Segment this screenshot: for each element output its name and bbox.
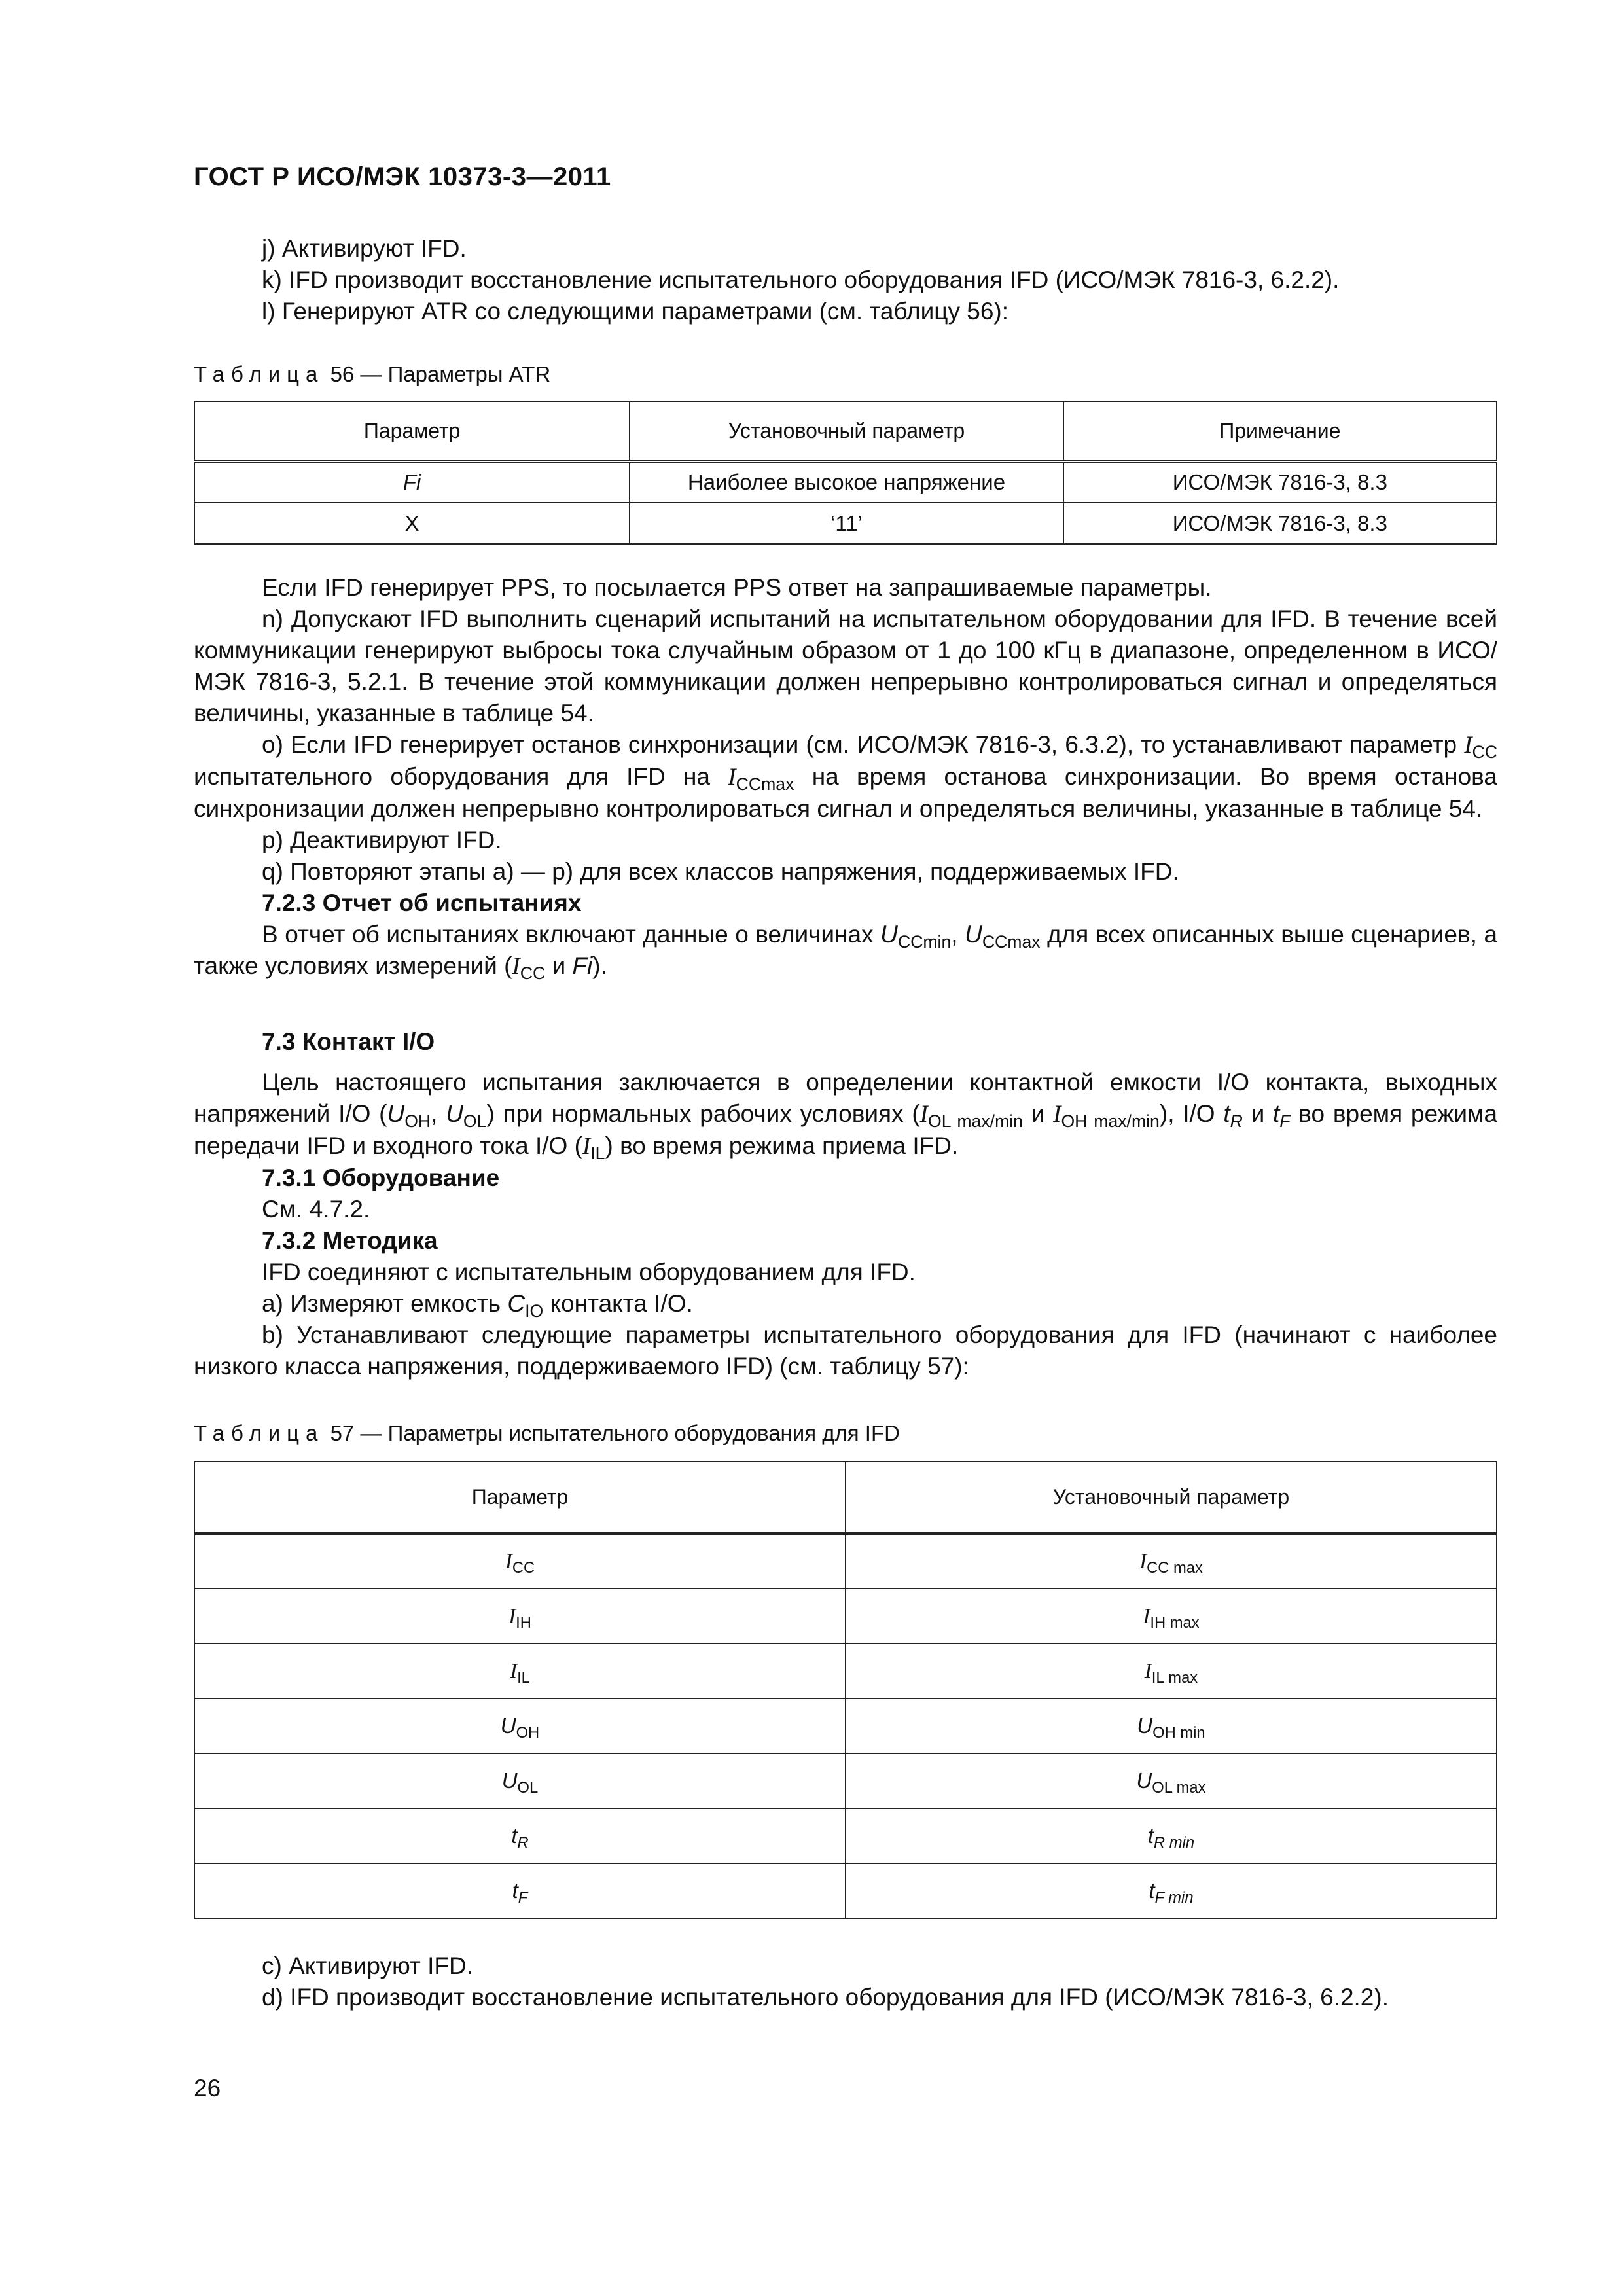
- symbol: I: [1464, 732, 1472, 759]
- table56-cell: X: [194, 503, 630, 544]
- subscript: IH: [516, 1613, 531, 1632]
- text-run: для всех описанных выше сценариев, а также условиях измерений (: [194, 921, 1498, 979]
- symbol: I: [1053, 1101, 1061, 1128]
- subscript: CCmax: [982, 931, 1041, 952]
- text-run: о) Если IFD генерирует останов синхронизации (см. ИСО/МЭК 7816-3, 6.3.2), то устанавливают параметр: [262, 731, 1457, 758]
- symbol: t: [511, 1823, 518, 1848]
- text-run: ,: [431, 1100, 438, 1127]
- table57-cell: [194, 1534, 846, 1588]
- symbol: U: [501, 1768, 518, 1793]
- text-run: ).: [592, 952, 607, 979]
- heading-7-3: 7.3 Контакт I/O: [262, 1028, 435, 1055]
- table56-header-row: [194, 401, 1497, 461]
- table56-cell-text: Fi: [402, 470, 421, 495]
- table-row: [194, 1863, 1497, 1918]
- step-c: c) Активируют IFD.: [262, 1952, 474, 1979]
- symbol: C: [507, 1290, 526, 1317]
- table57-cell: [846, 1808, 1497, 1863]
- heading-7-2-3: 7.2.3 Отчет об испытаниях: [262, 889, 582, 916]
- table57-cell: [846, 1698, 1497, 1753]
- symbol: U: [1137, 1713, 1153, 1738]
- step-p: p) Деактивируют IFD.: [262, 827, 502, 853]
- page-number: 26: [194, 2075, 221, 2102]
- symbol: I: [919, 1101, 928, 1128]
- text-run: ,: [951, 921, 958, 948]
- text-run: и: [1031, 1100, 1045, 1127]
- subscript: R min: [1154, 1834, 1195, 1852]
- symbol: I: [510, 1659, 518, 1683]
- table57: [194, 1461, 1497, 1919]
- text-run: Цель настоящего испытания заключается в определении контактной емкости I/O контакта, выходных напряжений I/O (: [194, 1069, 1497, 1127]
- table-row: [194, 1698, 1497, 1753]
- symbol: I: [1139, 1550, 1147, 1574]
- table-row: [194, 1534, 1497, 1588]
- subscript: IL: [517, 1668, 530, 1687]
- step-a: [194, 1288, 1497, 1319]
- symbol: I: [728, 764, 736, 791]
- table57-header-cell: Установочный параметр: [846, 1462, 1497, 1534]
- table56-header-cell: Примечание: [1063, 401, 1497, 461]
- symbol: U: [500, 1713, 516, 1738]
- subscript: F: [518, 1889, 528, 1907]
- table57-cell: [194, 1753, 846, 1808]
- symbol: U: [1136, 1768, 1152, 1793]
- subscript: CC: [520, 963, 546, 983]
- symbol: t: [1273, 1100, 1280, 1127]
- symbol: U: [387, 1100, 405, 1127]
- table56-cell: [194, 461, 630, 503]
- subscript: IH max: [1150, 1613, 1200, 1632]
- subscript: F min: [1154, 1889, 1194, 1907]
- table57-container: [194, 1461, 1497, 1919]
- symbol: U: [965, 921, 982, 948]
- symbol: t: [1223, 1100, 1230, 1127]
- intro-list: [194, 233, 1497, 327]
- subscript: CCmin: [897, 931, 952, 952]
- subscript: OH max/min: [1061, 1111, 1160, 1131]
- paragraph-report: [194, 919, 1497, 982]
- table56-header-cell: Установочный параметр: [630, 401, 1063, 461]
- table57-caption-word: Таблица: [194, 1421, 325, 1445]
- step-l: l) Генерируют ATR со следующими параметрами (см. таблицу 56):: [262, 298, 1009, 325]
- symbol: t: [1149, 1878, 1155, 1903]
- table57-header-row: [194, 1462, 1497, 1534]
- table57-cell: [194, 1643, 846, 1698]
- subscript: IL max: [1151, 1668, 1198, 1687]
- symbol: I: [508, 1604, 516, 1628]
- symbol: I: [512, 953, 520, 980]
- body-section-72: [194, 572, 1497, 982]
- table-row: [194, 461, 1497, 503]
- subscript: OL: [463, 1111, 487, 1131]
- subscript: OH: [404, 1111, 431, 1131]
- text-run: a) Измеряют емкость: [262, 1290, 501, 1317]
- table57-cell: [194, 1808, 846, 1863]
- text-run: испытательного оборудования для IFD на: [194, 763, 710, 790]
- table56-header-cell: Параметр: [194, 401, 630, 461]
- text-run: ) при нормальных рабочих условиях (: [486, 1100, 920, 1127]
- paragraph-see: См. 4.7.2.: [262, 1196, 370, 1223]
- document-header: ГОСТ Р ИСО/МЭК 10373-3—2011: [194, 162, 611, 191]
- table56-cell: ИСО/МЭК 7816-3, 8.3: [1063, 503, 1497, 544]
- text-run: во время режима передачи IFD и входного тока I/O (: [194, 1100, 1498, 1159]
- table57-caption-text: 57 — Параметры испытательного оборудования для IFD: [330, 1421, 900, 1445]
- step-j: j) Активируют IFD.: [262, 235, 467, 262]
- text-run: контакта I/O.: [550, 1290, 693, 1317]
- subscript: F: [1279, 1111, 1291, 1131]
- symbol: I: [1144, 1659, 1152, 1683]
- symbol: I: [582, 1133, 591, 1160]
- subscript: IO: [525, 1300, 544, 1321]
- table57-cell: [846, 1753, 1497, 1808]
- table56-caption-text: 56 — Параметры ATR: [330, 362, 551, 386]
- symbol: Fi: [572, 952, 593, 979]
- symbol: t: [1147, 1823, 1154, 1848]
- step-n: n) Допускают IFD выполнить сценарий испытаний на испытательном оборудовании для IFD. В течение всей коммуникации генерируют выбросы тока случайным образом от 1 до 100 кГц в диапазоне, определенном в ИСО/МЭК 7816-3, 5.2.1. В течение этой коммуникации должен непрерывно контролироваться сигнал и определяться величины, указанные в таблице 54.: [194, 605, 1497, 726]
- step-k: k) IFD производит восстановление испытательного оборудования IFD (ИСО/МЭК 7816-3, 6.2.2).: [262, 266, 1340, 293]
- table57-cell: [846, 1534, 1497, 1588]
- step-d: d) IFD производит восстановление испытательного оборудования для IFD (ИСО/МЭК 7816-3, 6.2.2).: [262, 1984, 1389, 2011]
- subscript: OL max: [1152, 1779, 1206, 1797]
- heading-7-3-2: 7.3.2 Методика: [262, 1227, 438, 1254]
- text-run: и: [1251, 1100, 1265, 1127]
- step-q: q) Повторяют этапы a) — p) для всех классов напряжения, поддерживаемых IFD.: [262, 858, 1179, 885]
- table57-caption: [194, 1418, 1497, 1449]
- table57-cell: [846, 1588, 1497, 1643]
- step-o: [194, 729, 1497, 825]
- closing-steps: [194, 1950, 1497, 2013]
- table57-header-cell: Параметр: [194, 1462, 846, 1534]
- subscript: R: [1230, 1111, 1243, 1131]
- table-row: [194, 1588, 1497, 1643]
- table-row: [194, 503, 1497, 544]
- subscript: OH: [516, 1724, 540, 1742]
- table57-cell: [846, 1863, 1497, 1918]
- text-run: ), I/O: [1159, 1100, 1215, 1127]
- table57-cell: [194, 1863, 846, 1918]
- table56-caption: [194, 359, 1497, 390]
- subscript: CC: [512, 1559, 535, 1577]
- subscript: CC max: [1147, 1559, 1203, 1577]
- subscript: OH min: [1152, 1724, 1205, 1742]
- table57-cell: [846, 1643, 1497, 1698]
- symbol: U: [880, 921, 898, 948]
- body-section-73: [194, 1026, 1497, 1382]
- text-run: на время останова синхронизации. Во время останова синхронизации должен непрерывно контролироваться сигнал и определяться величины, указанные в таблице 54.: [194, 763, 1497, 822]
- symbol: U: [446, 1100, 463, 1127]
- table56-caption-word: Таблица: [194, 362, 325, 386]
- paragraph-pps: Если IFD генерирует PPS, то посылается PPS ответ на запрашиваемые параметры.: [262, 574, 1212, 601]
- table56-cell: Наиболее высокое напряжение: [630, 461, 1063, 503]
- table56: [194, 401, 1497, 545]
- table57-cell: [194, 1698, 846, 1753]
- heading-7-3-1: 7.3.1 Оборудование: [262, 1164, 500, 1191]
- text-run: и: [552, 952, 566, 979]
- text-run: В отчет об испытаниях включают данные о величинах: [262, 921, 874, 948]
- subscript: R: [517, 1834, 529, 1852]
- table56-cell: ИСО/МЭК 7816-3, 8.3: [1063, 461, 1497, 503]
- symbol: I: [1143, 1604, 1150, 1628]
- paragraph-purpose: [194, 1067, 1497, 1162]
- subscript: OL: [517, 1779, 539, 1797]
- table-row: [194, 1643, 1497, 1698]
- subscript: CCmax: [736, 774, 794, 794]
- table56-cell: ‘11’: [630, 503, 1063, 544]
- symbol: I: [505, 1550, 512, 1574]
- subscript: IL: [590, 1143, 605, 1163]
- table-row: [194, 1753, 1497, 1808]
- table57-cell: [194, 1588, 846, 1643]
- subscript: CC: [1472, 742, 1498, 762]
- step-b: b) Устанавливают следующие параметры испытательного оборудования для IFD (начинают с наиболее низкого класса напряжения, поддерживаемого IFD) (см. таблицу 57):: [194, 1321, 1497, 1380]
- table56-container: [194, 401, 1497, 545]
- text-run: ) во время режима приема IFD.: [605, 1132, 959, 1159]
- table-row: [194, 1808, 1497, 1863]
- subscript: OL max/min: [927, 1111, 1023, 1131]
- symbol: t: [512, 1878, 518, 1903]
- paragraph-connect: IFD соединяют с испытательным оборудованием для IFD.: [262, 1259, 916, 1285]
